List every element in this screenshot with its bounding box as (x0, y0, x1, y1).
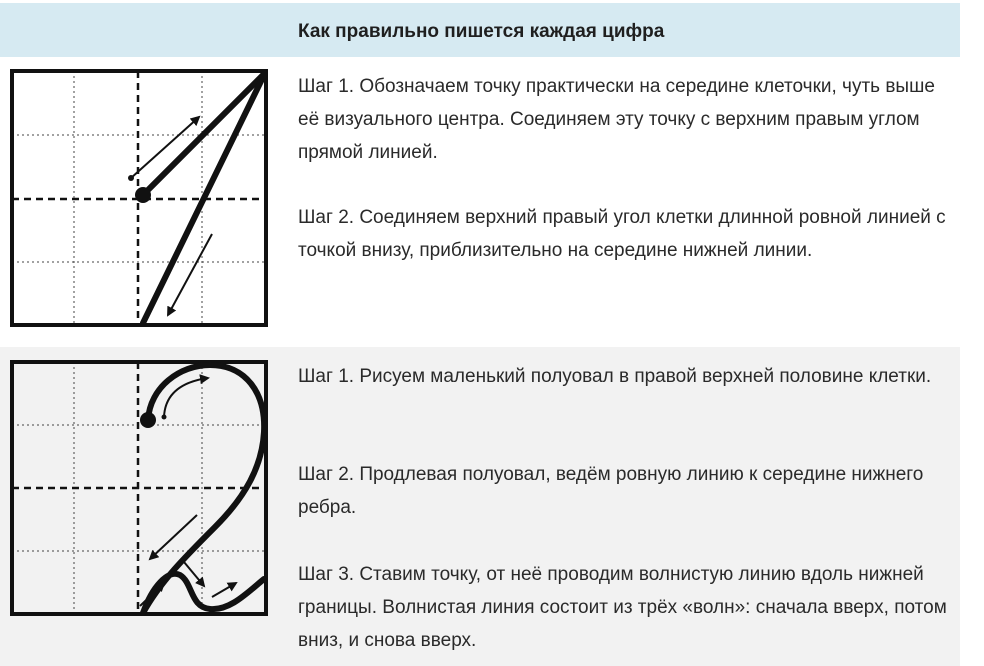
digit-two-row (0, 347, 960, 666)
digit-2-writing-diagram-icon (0, 347, 280, 666)
digit-two-step-1: Шаг 1. Рисуем маленький полуовал в правой верхней половине клетки. (298, 366, 932, 387)
digit-one-diagram (0, 57, 280, 345)
table-title: Как правильно пишется каждая цифра (298, 21, 665, 42)
digit-two-diagram (0, 347, 280, 666)
digit-one-step-1: Шаг 1. Обозначаем точку практически на середине клеточки, чуть выше её визуального центра. Соединяем эту точку с верхним правым углом прямой линией. (298, 76, 935, 163)
digit-one-step-2: Шаг 2. Соединяем верхний правый угол клетки длинной ровной линией с точкой внизу, приблизительно на середине нижней линии. (298, 207, 946, 261)
digit-two-step-3: Шаг 3. Ставим точку, от неё проводим волнистую линию вдоль нижней границы. Волнистая линия состоит из трёх «волн»: сначала вверх, потом вниз, и снова вверх. (298, 564, 947, 651)
digit-two-step-2: Шаг 2. Продлевая полуовал, ведём ровную линию к середине нижнего ребра. (298, 464, 924, 518)
digit-1-writing-diagram-icon (0, 57, 280, 345)
digit-one-row (0, 57, 960, 345)
table-header (0, 3, 960, 57)
